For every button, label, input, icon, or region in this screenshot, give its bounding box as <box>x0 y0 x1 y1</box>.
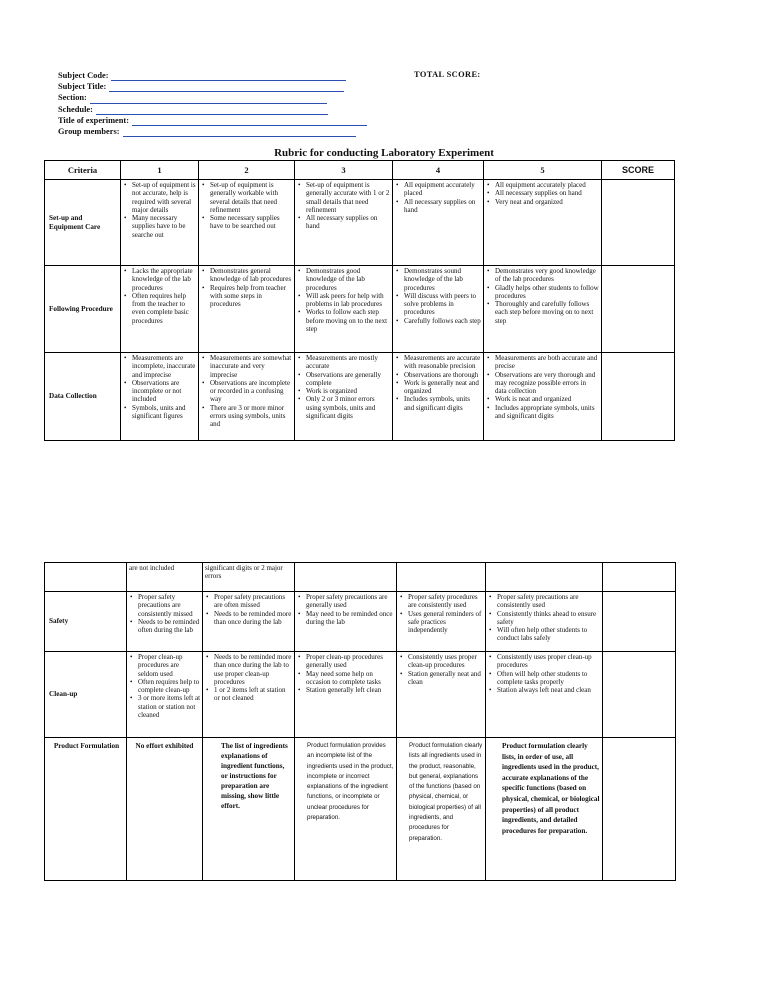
list-item: • Observations are thorough <box>404 371 481 379</box>
criteria-label: Safety <box>45 592 127 652</box>
list-item: • Measurements are incomplete, inaccurate and imprecise <box>132 354 196 379</box>
list-item: • Proper safety precautions are generally used <box>306 593 394 610</box>
list-item: • May need some help on occasion to complete tasks <box>306 670 394 687</box>
schedule-field[interactable] <box>58 104 367 115</box>
score-cell[interactable] <box>602 353 675 441</box>
list-item: • Often will help other students to complete tasks properly <box>497 670 600 687</box>
field-label: Title of experiment: <box>58 115 130 125</box>
list-item: • Lacks the appropriate knowledge of the lab procedures <box>132 267 196 292</box>
list-item: • Requires help from teacher with some steps in procedures <box>210 284 292 309</box>
rubric-cell <box>393 180 484 266</box>
rubric-cell <box>486 592 603 652</box>
list-item: • Consistently uses proper clean-up procedures <box>408 653 483 670</box>
rubric-table-page2 <box>44 562 676 881</box>
list-item: • Needs to be reminded more than once during the lab to use proper clean-up procedures <box>214 653 292 686</box>
score-cell[interactable] <box>602 180 675 266</box>
header-fields <box>58 70 367 137</box>
list-item: • May need to be reminded once during the lab <box>306 610 394 627</box>
criteria-label: Clean-up <box>45 652 127 738</box>
fill-line <box>111 72 346 81</box>
list-item: • Station generally neat and clean <box>408 670 483 687</box>
rubric-cell <box>127 652 203 738</box>
field-label: Subject Code: <box>58 70 109 80</box>
list-item: • Proper safety procedures are consistently used <box>408 593 483 610</box>
table-row <box>45 652 676 738</box>
rubric-cell <box>484 266 602 353</box>
list-item: • Work is organized <box>306 387 390 395</box>
list-item: • Will ask peers for help with problems in lab procedures <box>306 292 390 309</box>
table-row <box>45 592 676 652</box>
list-item: • All equipment accurately placed <box>495 181 599 189</box>
list-item: • Needs to be reminded more than once during the lab <box>214 610 292 627</box>
fill-line <box>109 83 344 92</box>
blank-cell <box>397 563 486 592</box>
list-item: • Includes symbols, units and significant digits <box>404 395 481 412</box>
list-item: • Observations are very thorough and may recognize possible errors in data collection <box>495 371 599 396</box>
rubric-cell: significant digits or 2 major errors <box>203 563 295 592</box>
col-header-criteria: Criteria <box>45 161 121 180</box>
section-field[interactable] <box>58 92 367 103</box>
rubric-cell <box>295 266 393 353</box>
list-item: • Demonstrates sound knowledge of the lab procedures <box>404 267 481 292</box>
rubric-cell <box>121 180 199 266</box>
list-item: • Observations are incomplete or not included <box>132 379 196 404</box>
rubric-cell <box>484 180 602 266</box>
list-item: • Many necessary supplies have to be searche out <box>132 214 196 239</box>
rubric-cell: Product formulation clearly lists, in order of use, all ingredients used in the product, accurate explanations of the specific functions (based on physical, chemical, or biological properties) of all product ingredients, and detailed procedures for preparation. <box>486 738 603 881</box>
list-item: • Demonstrates good knowledge of the lab procedures <box>306 267 390 292</box>
field-label: Section: <box>58 93 87 103</box>
blank-cell <box>295 563 397 592</box>
table-row <box>45 180 675 266</box>
col-header-4: 4 <box>393 161 484 180</box>
list-item: • All necessary supplies on hand <box>495 189 599 197</box>
list-item: • Symbols, units and significant figures <box>132 404 196 421</box>
rubric-cell <box>295 592 397 652</box>
list-item: • Observations are generally complete <box>306 371 390 388</box>
continuation-row <box>45 563 676 592</box>
list-item: • Some necessary supplies have to be searched out <box>210 214 292 231</box>
list-item: • Proper safety precautions are often missed <box>214 593 292 610</box>
list-item: • 3 or more items left at station or station not cleaned <box>138 694 200 719</box>
subject-code-field[interactable] <box>58 70 367 81</box>
rubric-cell <box>203 652 295 738</box>
criteria-label: Following Procedure <box>45 266 121 353</box>
list-item: • Proper safety precautions are consistently used <box>497 593 600 610</box>
fill-line <box>96 106 328 115</box>
list-item: • Station generally left clean <box>306 686 394 694</box>
list-item: • Measurements are mostly accurate <box>306 354 390 371</box>
list-item: • 1 or 2 items left at station or not cleaned <box>214 686 292 703</box>
list-item: • Demonstrates general knowledge of lab procedures <box>210 267 292 284</box>
list-item: • Measurements are somewhat inaccurate and very imprecise <box>210 354 292 379</box>
score-cell[interactable] <box>602 266 675 353</box>
fill-line <box>90 95 327 104</box>
rubric-cell <box>127 592 203 652</box>
list-item: • Demonstrates very good knowledge of the lab procedures <box>495 267 599 284</box>
list-item: • Consistently uses proper clean-up procedures <box>497 653 600 670</box>
list-item: • Will discuss with peers to solve problems in procedures <box>404 292 481 317</box>
rubric-cell: No effort exhibited <box>127 738 203 881</box>
table-row <box>45 353 675 441</box>
field-label: Group members: <box>58 126 120 136</box>
list-item: • Measurements are accurate with reasonable precision <box>404 354 481 371</box>
list-item: • Needs to be reminded often during the lab <box>138 618 200 635</box>
list-item: • Uses general reminders of safe practices independently <box>408 610 483 635</box>
criteria-label: Data Collection <box>45 353 121 441</box>
rubric-cell <box>295 180 393 266</box>
field-label: Subject Title: <box>58 82 107 92</box>
table-row <box>45 738 676 881</box>
col-header-5: 5 <box>484 161 602 180</box>
score-cell[interactable] <box>603 738 676 881</box>
rubric-cell <box>295 353 393 441</box>
list-item: • Proper clean-up procedures are seldom used <box>138 653 200 678</box>
rubric-cell <box>203 592 295 652</box>
total-score-label: TOTAL SCORE: <box>414 70 481 79</box>
table-row <box>45 266 675 353</box>
fill-line <box>123 128 356 137</box>
list-item: • Very neat and organized <box>495 198 599 206</box>
rubric-cell <box>121 353 199 441</box>
criteria-label: Product Formulation <box>45 738 127 881</box>
rubric-cell: Product formulation provides an incomplete list of the ingredients used in the product, incomplete or incorrect explanations of the ingredient functions, or incomplete or unclear procedures for preparation. <box>295 738 397 881</box>
rubric-cell <box>484 353 602 441</box>
group-members-field[interactable] <box>58 126 367 137</box>
rubric-cell: Product formulation clearly lists all ingredients used in the product, reasonable, but general, explanations of the functions (based on physical, chemical, or biological properties) of all ingredients, and procedures for preparation. <box>397 738 486 881</box>
rubric-cell <box>121 266 199 353</box>
list-item: • Measurements are both accurate and precise <box>495 354 599 371</box>
col-header-1: 1 <box>121 161 199 180</box>
fill-line <box>132 117 367 126</box>
rubric-cell <box>199 353 295 441</box>
rubric-cell <box>199 266 295 353</box>
list-item: • Thoroughly and carefully follows each step before moving on to next step <box>495 300 599 325</box>
field-label: Schedule: <box>58 104 93 114</box>
subject-title-field[interactable] <box>58 81 367 92</box>
list-item: • Set-up of equipment is generally workable with several details that need refinement <box>210 181 292 214</box>
list-item: • Gladly helps other students to follow procedures <box>495 284 599 301</box>
score-cell[interactable] <box>603 592 676 652</box>
header-row <box>45 161 675 180</box>
rubric-cell <box>397 592 486 652</box>
list-item: • Includes appropriate symbols, units and significant digits <box>495 404 599 421</box>
list-item: • There are 3 or more minor errors using symbols, units and <box>210 404 292 429</box>
rubric-table-page1 <box>44 160 675 441</box>
score-cell[interactable] <box>603 652 676 738</box>
score-cell[interactable] <box>603 563 676 592</box>
rubric-cell <box>295 652 397 738</box>
list-item: • Observations are incomplete or recorded in a confusing way <box>210 379 292 404</box>
rubric-cell: The list of ingredients explanations of ingredient functions, or instructions for preparation are missing, show little effort. <box>203 738 295 881</box>
rubric-title: Rubric for conducting Laboratory Experiment <box>274 147 494 159</box>
list-item: • Station always left neat and clean <box>497 686 600 694</box>
list-item: • Proper safety precautions are consistently missed <box>138 593 200 618</box>
list-item: • Proper clean-up procedures generally used <box>306 653 394 670</box>
list-item: • Work is generally neat and organized <box>404 379 481 396</box>
list-item: • Carefully follows each step <box>404 317 481 325</box>
rubric-cell <box>199 180 295 266</box>
col-header-score: SCORE <box>602 161 675 180</box>
list-item: • Often requires help to complete clean-up <box>138 678 200 695</box>
rubric-cell <box>397 652 486 738</box>
list-item: • Consistently thinks ahead to ensure safety <box>497 610 600 627</box>
list-item: • Will often help other students to conduct labs safely <box>497 626 600 643</box>
title-of-experiment-field[interactable] <box>58 115 367 126</box>
col-header-3: 3 <box>295 161 393 180</box>
blank-cell <box>486 563 603 592</box>
list-item: • Works to follow each step before moving on to the next step <box>306 308 390 333</box>
rubric-cell: are not included <box>127 563 203 592</box>
list-item: • Set-up of equipment is generally accurate with 1 or 2 small details that need refinement <box>306 181 390 214</box>
rubric-cell <box>393 266 484 353</box>
list-item: • Often requires help from the teacher to even complete basic procedures <box>132 292 196 325</box>
criteria-label: Set-up and Equipment Care <box>45 180 121 266</box>
list-item: • All necessary supplies on hand <box>306 214 390 231</box>
list-item: • Set-up of equipment is not accurate, help is required with several major details <box>132 181 196 214</box>
rubric-cell <box>486 652 603 738</box>
blank-cell <box>45 563 127 592</box>
list-item: • Only 2 or 3 minor errors using symbols, units and significant digits <box>306 395 390 420</box>
list-item: • Work is neat and organized <box>495 395 599 403</box>
rubric-cell <box>393 353 484 441</box>
list-item: • All equipment accurately placed <box>404 181 481 198</box>
col-header-2: 2 <box>199 161 295 180</box>
list-item: • All necessary supplies on hand <box>404 198 481 215</box>
